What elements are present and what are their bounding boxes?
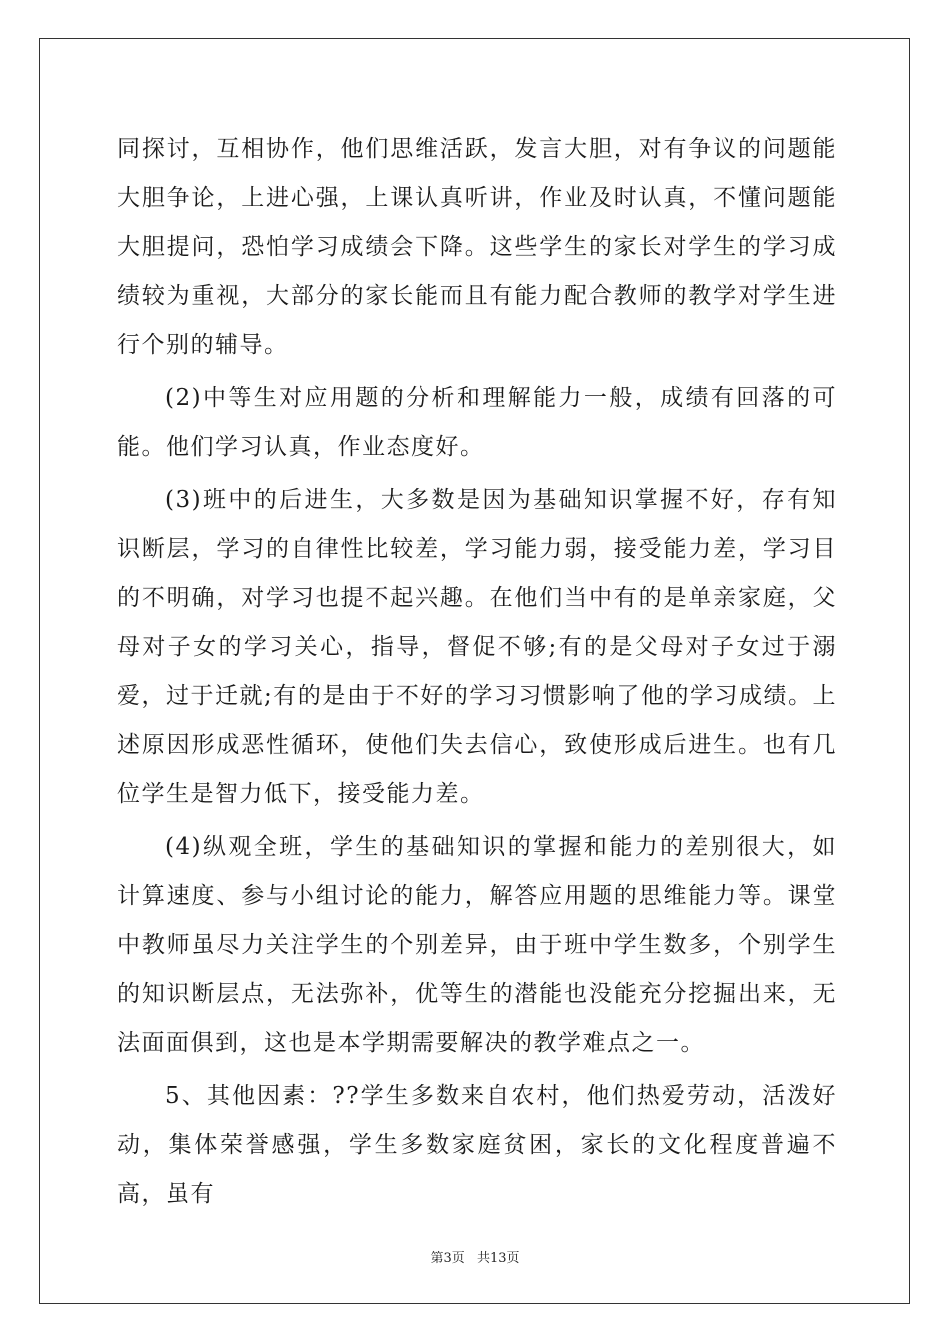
page-number: 第3页 — [430, 1251, 465, 1266]
paragraph-4: (4)纵观全班，学生的基础知识的掌握和能力的差别很大，如计算速度、参与小组讨论的能力，解答应用题的思维能力等。课堂中教师虽尽力关注学生的个别差异，由于班中学生数多，个别学生的知识断层点，无法弥补，优等生的潜能也没能充分挖掘出来，无法面面俱到，这也是本学期需要解决的教学难点之一。 — [117, 834, 837, 1056]
paragraph-1: 同探讨，互相协作，他们思维活跃，发言大胆，对有争议的问题能大胆争论，上进心强，上课认真听讲，作业及时认真，不懂问题能大胆提问，恐怕学习成绩会下降。这些学生的家长对学生的学习成绩较为重视，大部分的家长能而且有能力配合教师的教学对学生进行个别的辅导。 — [117, 136, 837, 358]
paragraph-2: (2)中等生对应用题的分析和理解能力一般，成绩有回落的可能。他们学习认真，作业态度好。 — [117, 385, 837, 460]
page-total: 共13页 — [476, 1251, 520, 1266]
page-footer — [0, 1247, 950, 1266]
paragraph-3: (3)班中的后进生，大多数是因为基础知识掌握不好，存有知识断层，学习的自律性比较差，学习能力弱，接受能力差，学习目的不明确，对学习也提不起兴趣。在他们当中有的是单亲家庭，父母对子女的学习关心，指导，督促不够;有的是父母对子女过于溺爱，过于迁就;有的是由于不好的学习习惯影响了他的学习成绩。上述原因形成恶性循环，使他们失去信心，致使形成后进生。也有几位学生是智力低下，接受能力差。 — [117, 487, 837, 807]
paragraph-5: 5、其他因素：??学生多数来自农村，他们热爱劳动，活泼好动，集体荣誉感强，学生多数家庭贫困，家长的文化程度普遍不高，虽有 — [117, 1083, 837, 1207]
document-body — [117, 125, 837, 1223]
